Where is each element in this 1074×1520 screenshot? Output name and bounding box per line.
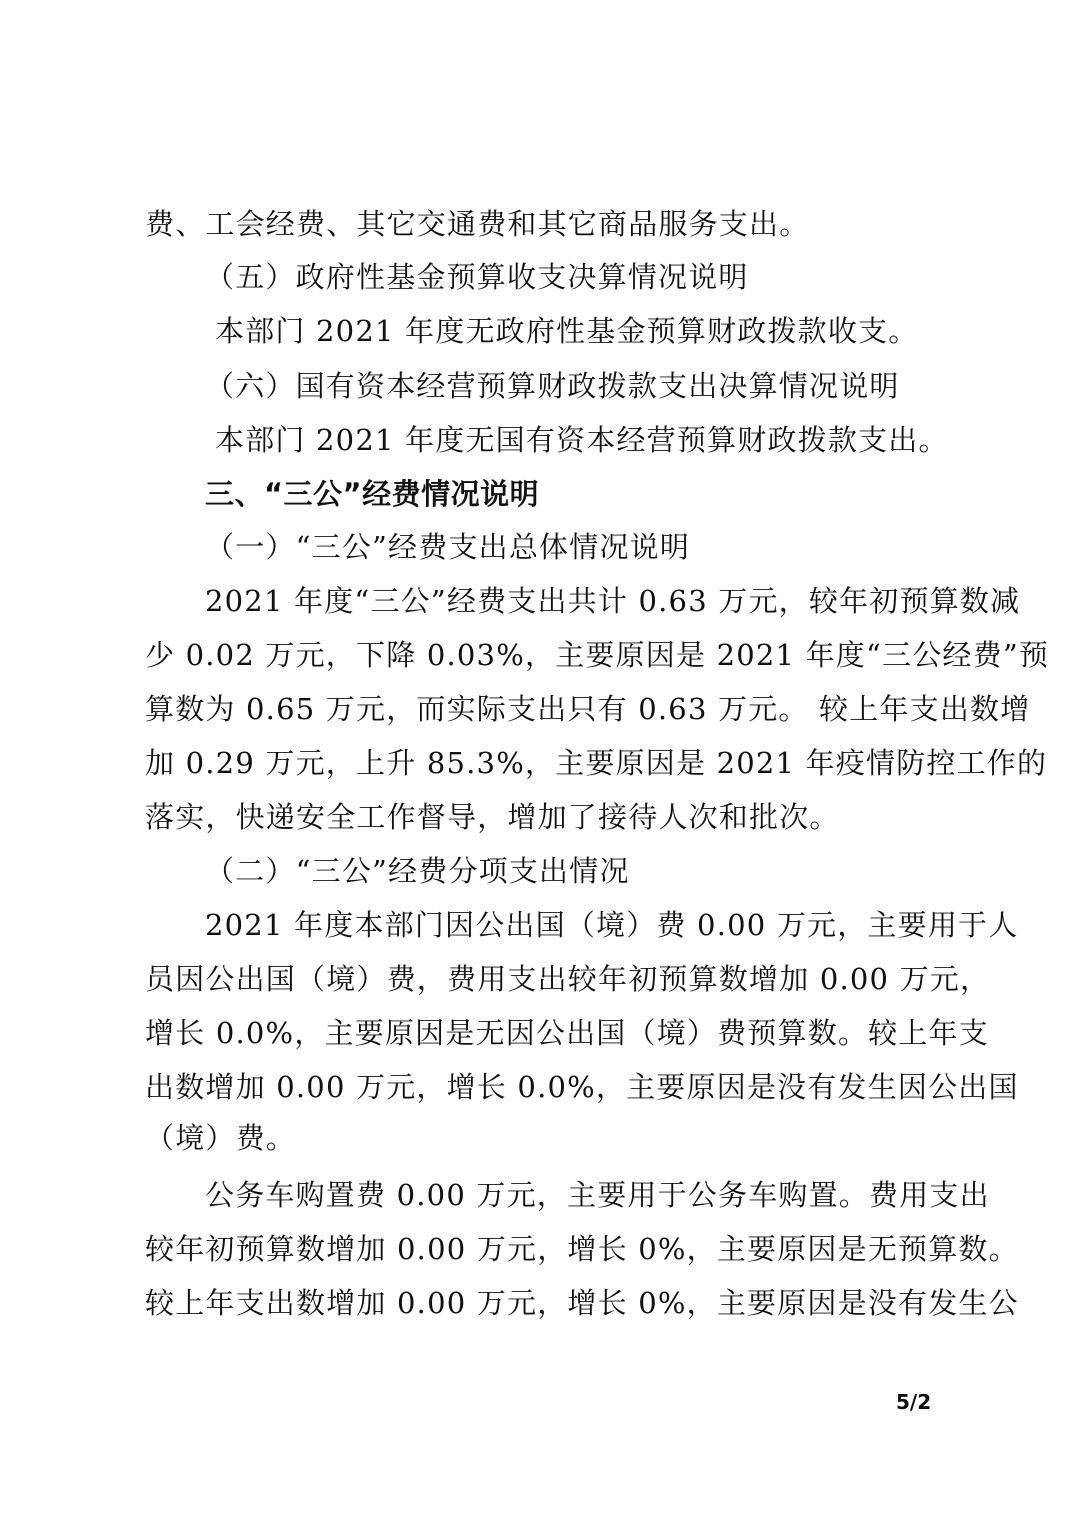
text-line: 加 0.29 万元，上升 85.3%，主要原因是 2021 年疫情防控工作的	[145, 746, 1048, 780]
text-line: 本部门 2021 年度无国有资本经营预算财政拨款支出。	[215, 423, 949, 457]
text-line: （境）费。	[145, 1121, 297, 1155]
text-line: 本部门 2021 年度无政府性基金预算财政拨款收支。	[215, 314, 919, 348]
section-heading: （一）“三公”经费支出总体情况说明	[205, 530, 691, 564]
chapter-heading: 三、“三公”经费情况说明	[205, 477, 540, 511]
section-heading: （五）政府性基金预算收支决算情况说明	[205, 260, 749, 294]
text-line: 2021 年度本部门因公出国（境）费 0.00 万元，主要用于人	[205, 908, 1019, 942]
text-line: 公务车购置费 0.00 万元，主要用于公务车购置。费用支出	[205, 1178, 990, 1212]
page-number: 5/2	[896, 1390, 932, 1414]
text-line: 增长 0.0%，主要原因是无因公出国（境）费预算数。较上年支	[145, 1016, 989, 1050]
text-line: 出数增加 0.00 万元，增长 0.0%，主要原因是没有发生因公出国	[145, 1070, 1019, 1104]
text-line: 算数为 0.65 万元，而实际支出只有 0.63 万元。 较上年支出数增	[145, 692, 1031, 726]
text-line: 落实，快递安全工作督导，增加了接待人次和批次。	[145, 800, 840, 834]
text-line: 员因公出国（境）费，费用支出较年初预算数增加 0.00 万元，	[145, 962, 991, 996]
text-line: 较年初预算数增加 0.00 万元，增长 0%，主要原因是无预算数。	[145, 1232, 1019, 1266]
text-line: 少 0.02 万元，下降 0.03%，主要原因是 2021 年度“三公经费”预	[145, 638, 1050, 672]
text-line: 2021 年度“三公”经费支出共计 0.63 万元，较年初预算数减	[205, 584, 1021, 618]
text-line: 费、工会经费、其它交通费和其它商品服务支出。	[145, 207, 810, 241]
section-heading: （六）国有资本经营预算财政拨款支出决算情况说明	[205, 369, 900, 403]
text-line: 较上年支出数增加 0.00 万元，增长 0%，主要原因是没有发生公	[145, 1286, 1019, 1320]
section-heading: （二）“三公”经费分项支出情况	[205, 854, 630, 888]
